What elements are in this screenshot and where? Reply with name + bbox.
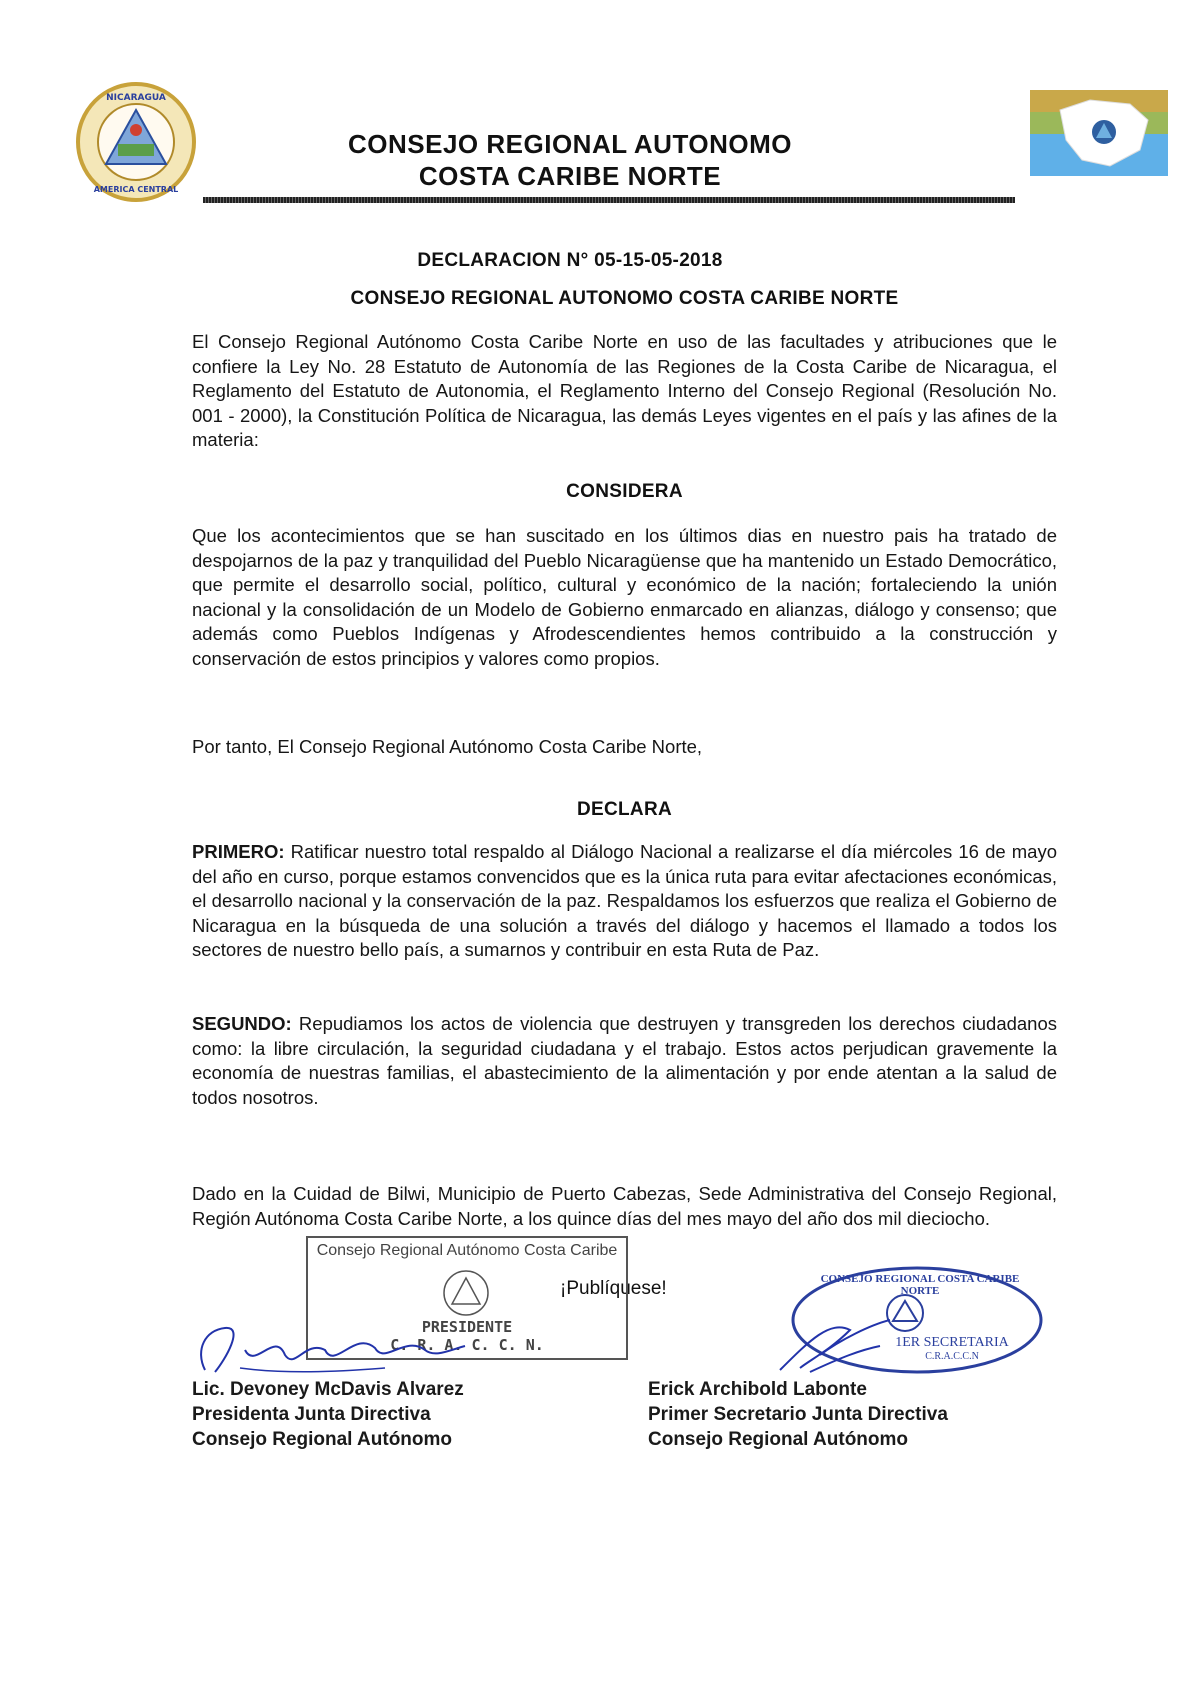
header-divider: [203, 197, 1015, 203]
primero-paragraph: [192, 840, 1057, 963]
svg-text:NICARAGUA: NICARAGUA: [106, 93, 166, 103]
president-stamp-code: C. R. A. C. C. N.: [390, 1336, 544, 1354]
signatory-organization: Consejo Regional Autónomo: [648, 1429, 909, 1450]
considera-heading: CONSIDERA: [566, 481, 683, 502]
signatory-president: [192, 1377, 464, 1452]
svg-text:AMERICA CENTRAL: AMERICA CENTRAL: [93, 185, 179, 194]
preamble-paragraph: El Consejo Regional Autónomo Costa Caribe Norte en uso de las facultades y atribuciones que le confiere la Ley No. 28 Estatuto de Autonomía de las Regiones de la Costa Caribe de Nicaragua, el Reglamento del Estatuto de Autonomia, el Reglamento Interno del Consejo Regional (Resolución No. 001 - 2000), la Constitución Política de Nicaragua, las demás Leyes vigentes en el país y las afines de la materia:: [192, 331, 1057, 450]
declara-heading: DECLARA: [577, 799, 672, 820]
secretary-stamp-role: 1ER SECRETARIA: [895, 1335, 1009, 1350]
segundo-text: Repudiamos los actos de violencia que destruyen y transgreden los derechos ciudadanos como: la libre circulación, la seguridad ciudadana y el trabajo. Estos actos perjudican gravemente la economía de nuestras familias, el abastecimiento de la alimentación y por ende atentan a la salud de todos nosotros.: [192, 1013, 1058, 1108]
considera-paragraph: Que los acontecimientos que se han suscitado en los últimos dias en nuestro pais ha tratado de despojarnos de la paz y tranquilidad del Pueblo Nicaragüense que ha mantenido un Estado Democrático, que permite el desarrollo social, político, cultural y económico de la nación; fortaleciendo la unión nacional y la consolidación de un Modelo de Gobierno enmarcado en alianzas, diálogo y consenso; que además como Pueblos Indígenas y Afrodescendientes hemos contribuido a la construcción y conservación de estos principios y valores como propios.: [192, 525, 1057, 669]
header-title-line1: CONSEJO REGIONAL AUTONOMO: [348, 129, 792, 159]
secretary-stamp-code: C.R.A.C.C.N: [925, 1351, 979, 1362]
president-stamp-role: PRESIDENTE: [421, 1318, 513, 1336]
header-title-line2: COSTA CARIBE NORTE: [418, 161, 722, 191]
segundo-label: SEGUNDO:: [192, 1013, 292, 1034]
nicaragua-seal-icon: [74, 80, 198, 204]
primero-label: PRIMERO:: [192, 841, 285, 862]
president-stamp-header: Consejo Regional Autónomo Costa Caribe: [316, 1242, 618, 1259]
signatory-name: Erick Archibold Labonte: [648, 1379, 867, 1400]
publiquese-text: ¡Publíquese!: [560, 1278, 667, 1299]
declaration-number: DECLARACION N° 05-15-05-2018: [417, 250, 723, 271]
signatory-title: Primer Secretario Junta Directiva: [648, 1404, 948, 1425]
por-tanto-text: Por tanto, El Consejo Regional Autónomo Costa Caribe Norte,: [192, 736, 703, 757]
segundo-paragraph: [192, 1012, 1057, 1110]
signatory-title: Presidenta Junta Directiva: [192, 1404, 431, 1425]
issuer-heading: CONSEJO REGIONAL AUTONOMO COSTA CARIBE NORTE: [350, 288, 899, 309]
dado-en-paragraph: Dado en la Cuidad de Bilwi, Municipio de Puerto Cabezas, Sede Administrativa del Consejo Regional, Región Autónoma Costa Caribe Norte, a los quince días del mes mayo del año dos mil dieciocho.: [192, 1183, 1057, 1229]
secretary-signature: [770, 1310, 900, 1380]
signatory-secretary: [648, 1377, 948, 1452]
regional-emblem-icon: [1030, 90, 1168, 176]
secretary-stamp-arc: CONSEJO REGIONAL COSTA CARIBE NORTE: [820, 1273, 1020, 1297]
signatory-organization: Consejo Regional Autónomo: [192, 1429, 453, 1450]
primero-text: Ratificar nuestro total respaldo al Diálogo Nacional a realizarse el día miércoles 16 de mayo del año en curso, porque estamos convencidos que es la única ruta para evitar afectaciones económicas, el desarrollo nacional y la conservación de la paz. Respaldamos los esfuerzos que realiza el Gobierno de Nicaragua en la búsqueda de una solución a través del diálogo y hacemos el llamado a todos los sectores de nuestro bello país, a sumarnos y contribuir en esta Ruta de Paz.: [192, 841, 1058, 960]
signatory-name: Lic. Devoney McDavis Alvarez: [192, 1379, 464, 1400]
